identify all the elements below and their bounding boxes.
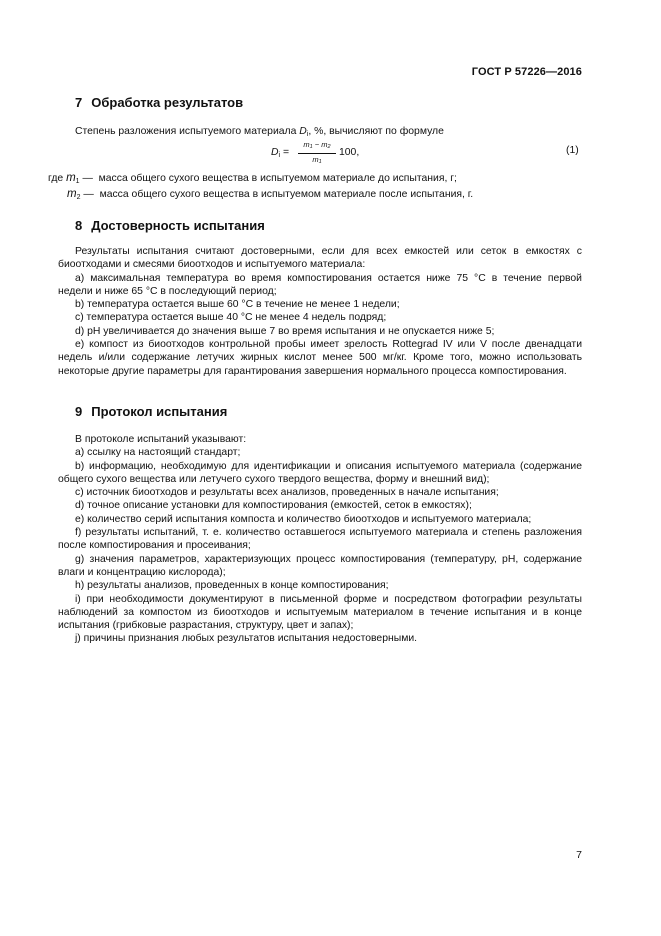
list-item: g) значения параметров, характеризующих процесс компостирования (температуру, pH, содержание влаги и концентрацию кислорода); [58, 553, 582, 578]
list-item: a) ссылку на настоящий стандарт; [75, 447, 241, 459]
formula-equals: = [282, 147, 290, 158]
section-7-title: Обработка результатов [91, 95, 244, 110]
list-item: d) точное описание установки для компостирования (емкостей, сеток в емкостях); [75, 500, 472, 512]
list-item: j) причины признания любых результатов испытания недостоверными. [75, 633, 418, 645]
num-m2-sub: 2 [327, 144, 331, 150]
formula-d-sub: i [278, 152, 281, 159]
section-9-intro: В протоколе испытаний указывают: [75, 434, 247, 445]
formula-d: D [271, 147, 279, 158]
def-dash: — [82, 173, 93, 184]
definition-m2 [67, 188, 473, 204]
var-d-sub: i [306, 131, 309, 138]
list-item: e) количество серий испытания компоста и количество биоотходов и испытуемого материала; [75, 513, 532, 525]
document-code: ГОСТ Р 57226—2016 [471, 66, 582, 78]
list-item: b) температура остается выше 60 °С в течение не менее 1 недели; [75, 299, 400, 311]
section-8-number: 8 [75, 218, 83, 233]
intro-text: Степень разложения испытуемого материала [75, 126, 300, 137]
def-symbol-sub: 2 [76, 194, 81, 201]
list-item: i) при необходимости документируют в письменной форме и посредством фотографии результаты наблюдений за компостом из биоотходов и испытуемым материалом в течение испытания и в конце испытания (грибковые разрастания, структуру, цвет и запах); [58, 593, 582, 632]
list-item: d) pH увеличивается до значения выше 7 во время испытания и не опускается ниже 5; [75, 325, 495, 337]
section-9-body [58, 433, 582, 646]
section-7-intro [75, 125, 444, 141]
den-m1-sub: 1 [318, 159, 322, 165]
fraction-denominator [298, 155, 336, 167]
def-dash: — [83, 189, 94, 200]
def-symbol: m [67, 188, 77, 200]
list-item: c) температура остается выше 40 °С не менее 4 недель подряд; [75, 312, 387, 324]
fraction-bar [298, 153, 336, 154]
num-m1-sub: 1 [309, 144, 313, 150]
formula-number: (1) [566, 145, 579, 156]
num-minus: − [314, 140, 320, 149]
section-7-number: 7 [75, 95, 83, 110]
section-8-heading [75, 218, 265, 233]
section-7-heading [75, 95, 243, 110]
section-8-body [58, 245, 582, 378]
list-item: c) источник биоотходов и результаты всех анализов, проведенных в начале испытания; [75, 487, 499, 499]
formula-lhs [271, 146, 289, 162]
def-symbol: m [66, 172, 76, 184]
intro-text-end: , %, вычисляют по формуле [308, 126, 444, 137]
num-m2: m [321, 140, 328, 149]
page-number: 7 [576, 849, 582, 861]
def-text: масса общего сухого вещества в испытуемом материале до испытания, г; [98, 173, 457, 184]
section-9-number: 9 [75, 404, 83, 419]
list-item: h) результаты анализов, проведенных в конце компостирования; [75, 580, 389, 592]
section-9-title: Протокол испытания [91, 404, 228, 419]
def-text: масса общего сухого вещества в испытуемом материале после испытания, г. [99, 189, 474, 200]
where-word: где [48, 173, 64, 184]
section-8-intro: Результаты испытания считают достоверными, если для всех емкостей или сеток в емкостях с биоотходами и смесями биоотходов и испытуемого материала: [58, 246, 582, 271]
formula-tail: 100, [339, 147, 360, 158]
list-item: f) результаты испытаний, т. е. количество оставшегося испытуемого материала и степень разложения после компостирования и просеивания; [58, 527, 582, 552]
def-symbol-sub: 1 [75, 178, 80, 185]
formula-fraction [298, 140, 336, 167]
fraction-numerator [298, 140, 336, 152]
num-m1: m [303, 140, 310, 149]
definition-m1 [48, 172, 457, 188]
list-item: b) информацию, необходимую для идентификации и описания испытуемого материала (содержание общего сухого вещества или летучего сухого твердого вещества, форму и внешний вид); [58, 460, 582, 485]
list-item: a) максимальная температура во время компостирования остается ниже 75 °С в течение первой недели и ниже 65 °С в последующий период; [58, 272, 582, 297]
section-9-heading [75, 404, 227, 419]
section-8-title: Достоверность испытания [91, 218, 265, 233]
den-m1: m [312, 155, 319, 164]
var-d: D [299, 126, 307, 137]
list-item: e) компост из биоотходов контрольной пробы имеет зрелость Rottegrad IV или V после двенадцати недель и/или содержание летучих жирных кислот менее 500 мг/кг. Кроме того, можно использовать некоторые другие параметры для гарантирования завершения нормального процесса компостирования. [58, 339, 582, 377]
